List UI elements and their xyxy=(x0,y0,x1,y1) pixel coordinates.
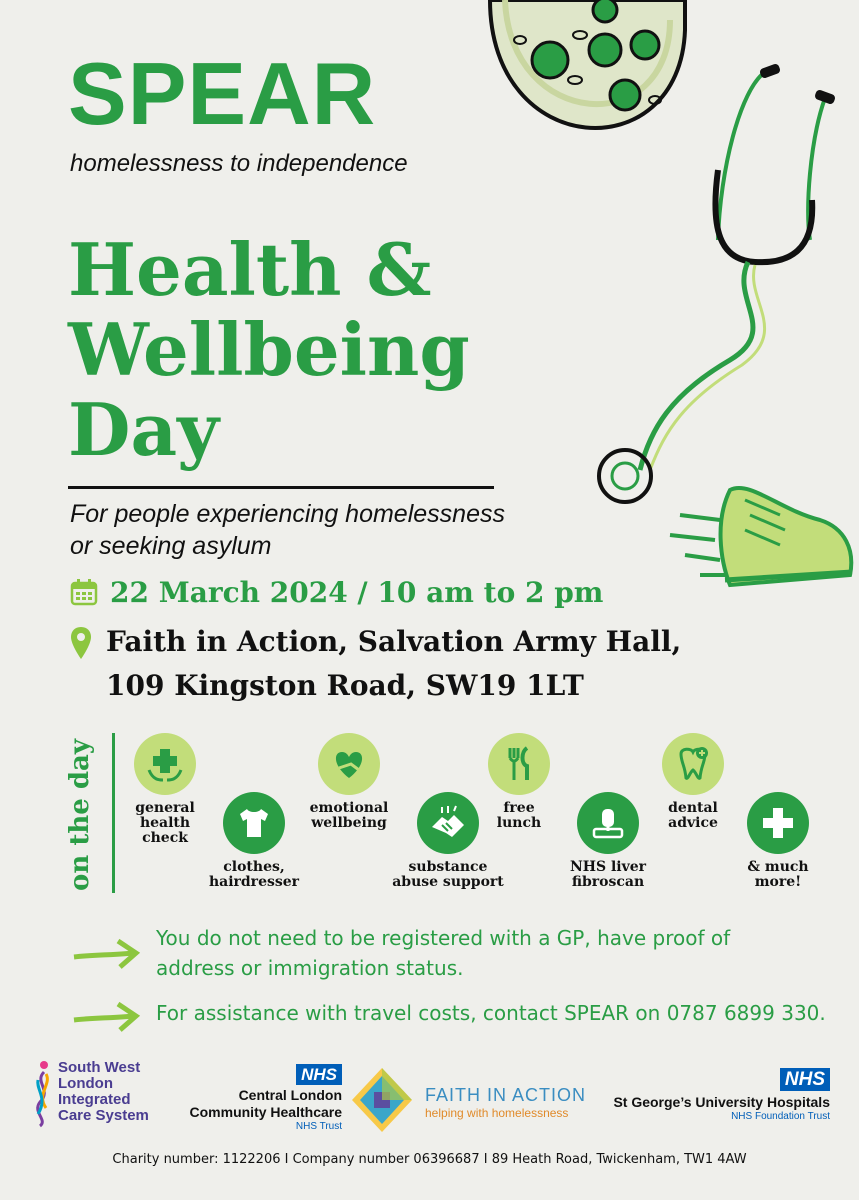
clch-line-3: NHS Trust xyxy=(295,1121,342,1132)
illustration xyxy=(480,0,859,600)
service-health-check: general health check xyxy=(95,733,235,846)
location-row xyxy=(70,620,681,708)
st-georges-logo xyxy=(585,1068,830,1122)
brand-tagline: homelessness to independence xyxy=(70,150,408,177)
tooth-icon xyxy=(662,733,724,795)
service-free-lunch: free lunch xyxy=(449,733,589,831)
clch-logo xyxy=(170,1064,342,1132)
plus-icon xyxy=(747,792,809,854)
nhs-badge: NHS xyxy=(780,1068,830,1091)
event-title xyxy=(68,227,470,472)
service-substance-support: substance abuse support xyxy=(378,792,518,890)
scanner-icon xyxy=(577,792,639,854)
faith-in-action-logo xyxy=(425,1085,586,1120)
footer-charity-info: Charity number: 1122206 I Company number 06396687 I 89 Heath Road, Twickenham, TW1 4AW xyxy=(112,1152,747,1167)
stethoscope-icon xyxy=(599,63,836,502)
note-1-line-1: You do not need to be registered with a GP, have proof of xyxy=(156,926,731,950)
arrow-right-icon xyxy=(72,935,142,975)
sneaker-icon xyxy=(670,488,852,585)
faith-in-action-emblem-icon xyxy=(350,1066,414,1136)
audience-text: For people experiencing homelessness or seeking asylum xyxy=(70,500,505,560)
service-dental-advice: dental advice xyxy=(623,733,763,831)
arrow-right-icon xyxy=(72,998,142,1038)
heart-hands-icon xyxy=(318,733,380,795)
swl-line-2: London xyxy=(58,1075,113,1092)
salad-bowl-icon xyxy=(490,0,685,128)
divider xyxy=(68,486,494,489)
stg-line-1: St George’s University Hospitals xyxy=(613,1094,830,1110)
service-clothes: clothes, hairdresser xyxy=(184,792,324,890)
swl-line-1: South West xyxy=(58,1059,141,1076)
swl-line-3: Integrated xyxy=(58,1091,131,1108)
fia-tagline: helping with homelessness xyxy=(425,1106,569,1120)
swl-ics-logo xyxy=(30,1060,149,1128)
tshirt-icon xyxy=(223,792,285,854)
service-emotional-wellbeing: emotional wellbeing xyxy=(279,733,419,831)
title-line-2: Wellbeing xyxy=(68,307,470,392)
nhs-badge: NHS xyxy=(296,1064,342,1085)
fia-name: FAITH IN ACTION xyxy=(425,1085,587,1105)
handshake-icon xyxy=(417,792,479,854)
note-travel-costs xyxy=(72,998,826,1038)
cutlery-icon xyxy=(488,733,550,795)
date-row xyxy=(70,572,603,612)
note-1-line-2: address or immigration status. xyxy=(156,956,464,980)
clch-line-2: Community Healthcare xyxy=(189,1104,342,1120)
location-line-2: 109 Kingston Road, SW19 1LT xyxy=(106,669,584,702)
hands-cross-icon xyxy=(134,733,196,795)
calendar-icon xyxy=(70,578,98,606)
title-line-3: Day xyxy=(68,387,219,472)
service-much-more: & much more! xyxy=(708,792,848,890)
stg-line-2: NHS Foundation Trust xyxy=(731,1111,830,1122)
note-2-line-1: For assistance with travel costs, contact SPEAR on 0787 6899 330. xyxy=(156,1001,826,1025)
event-date: 22 March 2024 / 10 am to 2 pm xyxy=(110,575,604,609)
on-the-day-label: on the day xyxy=(65,739,95,891)
event-location xyxy=(106,620,681,708)
brand-name: SPEAR xyxy=(68,44,377,143)
title-line-1: Health & xyxy=(68,227,432,312)
note-no-gp-needed xyxy=(72,923,730,983)
location-pin-icon xyxy=(70,626,92,660)
swl-line-4: Care System xyxy=(58,1107,149,1124)
clch-line-1: Central London xyxy=(238,1087,342,1103)
location-line-1: Faith in Action, Salvation Army Hall, xyxy=(106,625,682,658)
swl-ribbon-icon xyxy=(30,1060,54,1128)
service-liver-fibroscan: NHS liver fibroscan xyxy=(538,792,678,890)
